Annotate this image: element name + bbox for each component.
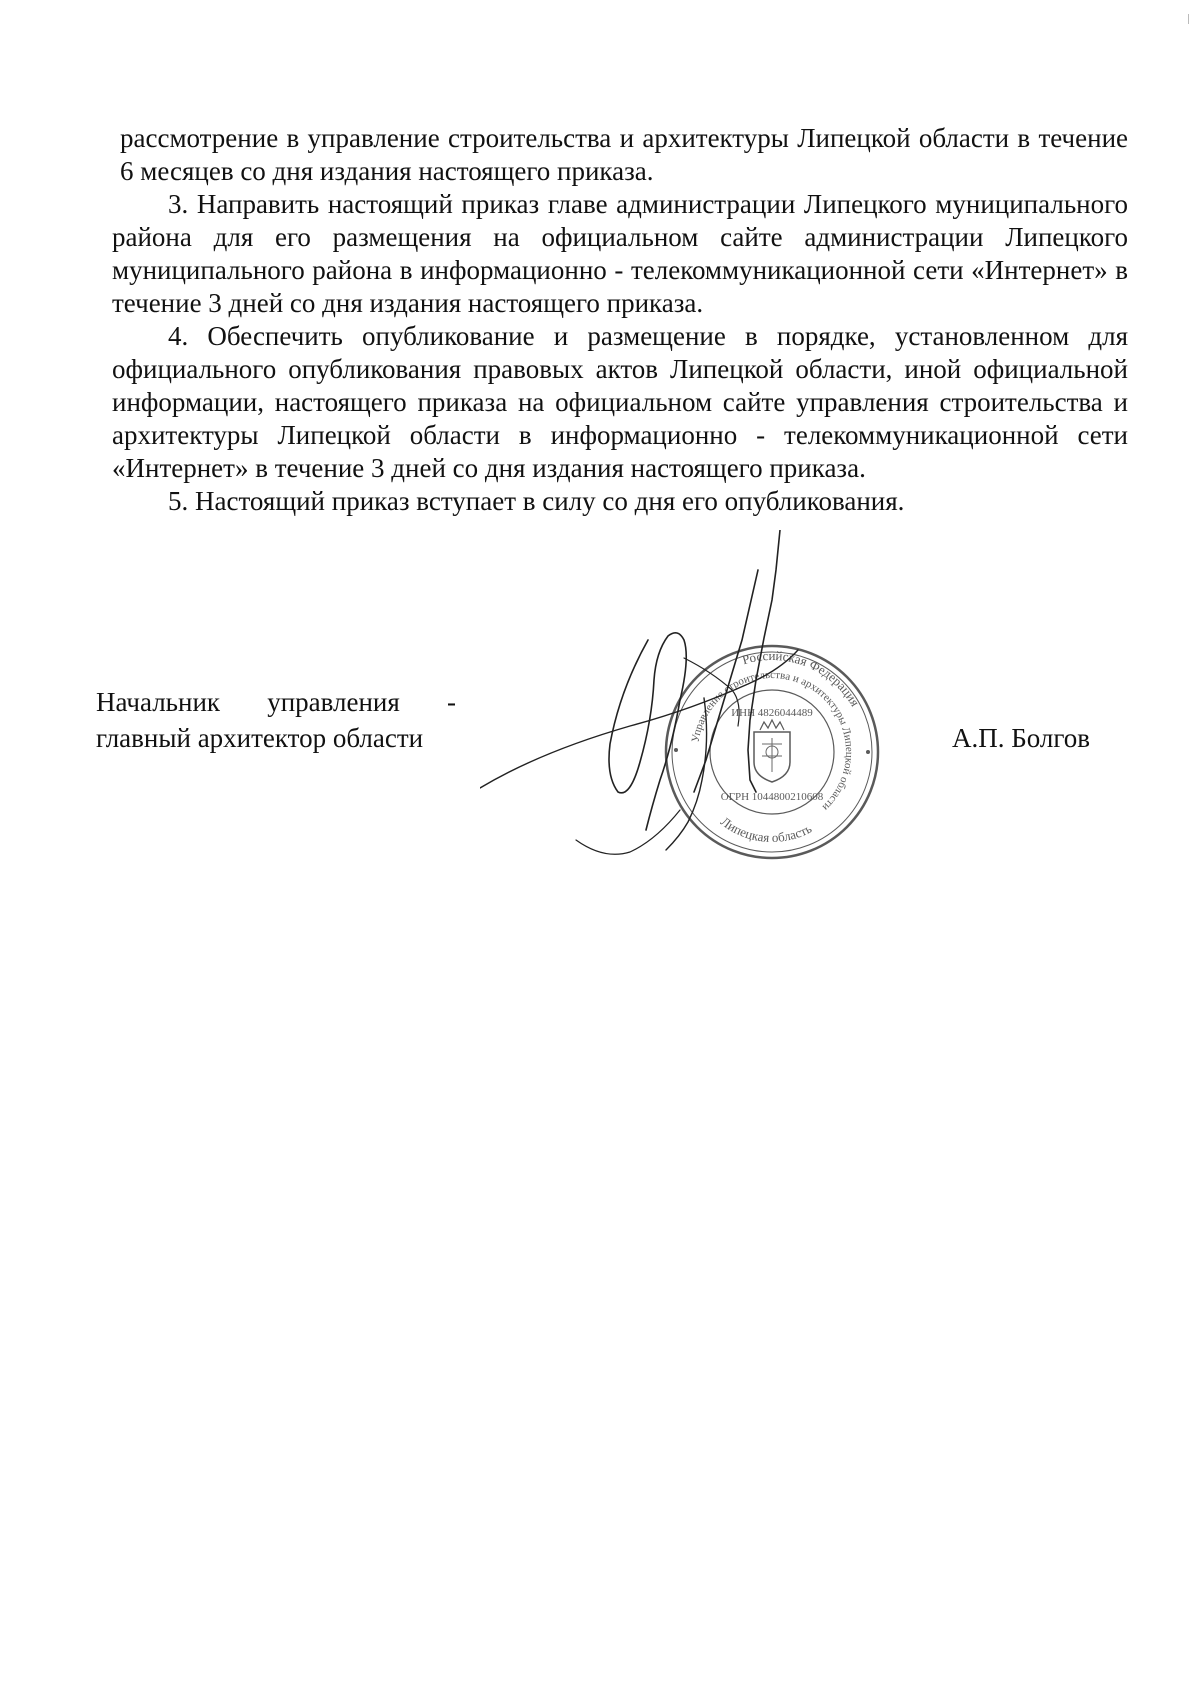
signer-position-word: Начальник (96, 687, 221, 717)
stamp-ogrn: ОГРН 1044800210608 (720, 791, 824, 803)
handwritten-signature (480, 530, 880, 870)
stamp-outer-text: Российская Федерация (740, 647, 863, 709)
stamp-inner-text: Управление строительства и архитектуры Липецкой области (689, 668, 856, 814)
stamp-inn: ИНН 4826044489 (731, 707, 813, 719)
signer-position-line-1 (96, 684, 456, 720)
scan-mark (1188, 14, 1189, 24)
stamp-bottom-text: Липецкая область (717, 813, 815, 846)
signer-position (96, 684, 456, 756)
signer-position-dash: - (447, 687, 456, 717)
signer-name: А.П. Болгов (952, 723, 1091, 753)
paragraph-item-3: 3. Направить настоящий приказ главе администрации Липецкого муниципального района для его размещения на официальном сайте администрации Липецкого муниципального района в информационно - телекоммуникационной сети «Интернет» в течение 3 дней со дня издания настоящего приказа. (112, 189, 1128, 318)
paragraph-item-5: 5. Настоящий приказ вступает в силу со дня его опубликования. (168, 486, 905, 516)
signer-position-word: управления (267, 687, 400, 717)
signer-position-line-2: главный архитектор области (96, 723, 424, 753)
document-body (112, 122, 1128, 518)
paragraph-continuation: рассмотрение в управление строительства и архитектуры Липецкой области в течение 6 месяцев со дня издания настоящего приказа. (120, 123, 1128, 186)
paragraph-item-4: 4. Обеспечить опубликование и размещение в порядке, установленном для официального опубликования правовых актов Липецкой области, иной официальной информации, настоящего приказа на официальном сайте управления строительства и архитектуры Липецкой области в информационно - телекоммуникационной сети «Интернет» в течение 3 дней со дня издания настоящего приказа. (112, 321, 1128, 483)
